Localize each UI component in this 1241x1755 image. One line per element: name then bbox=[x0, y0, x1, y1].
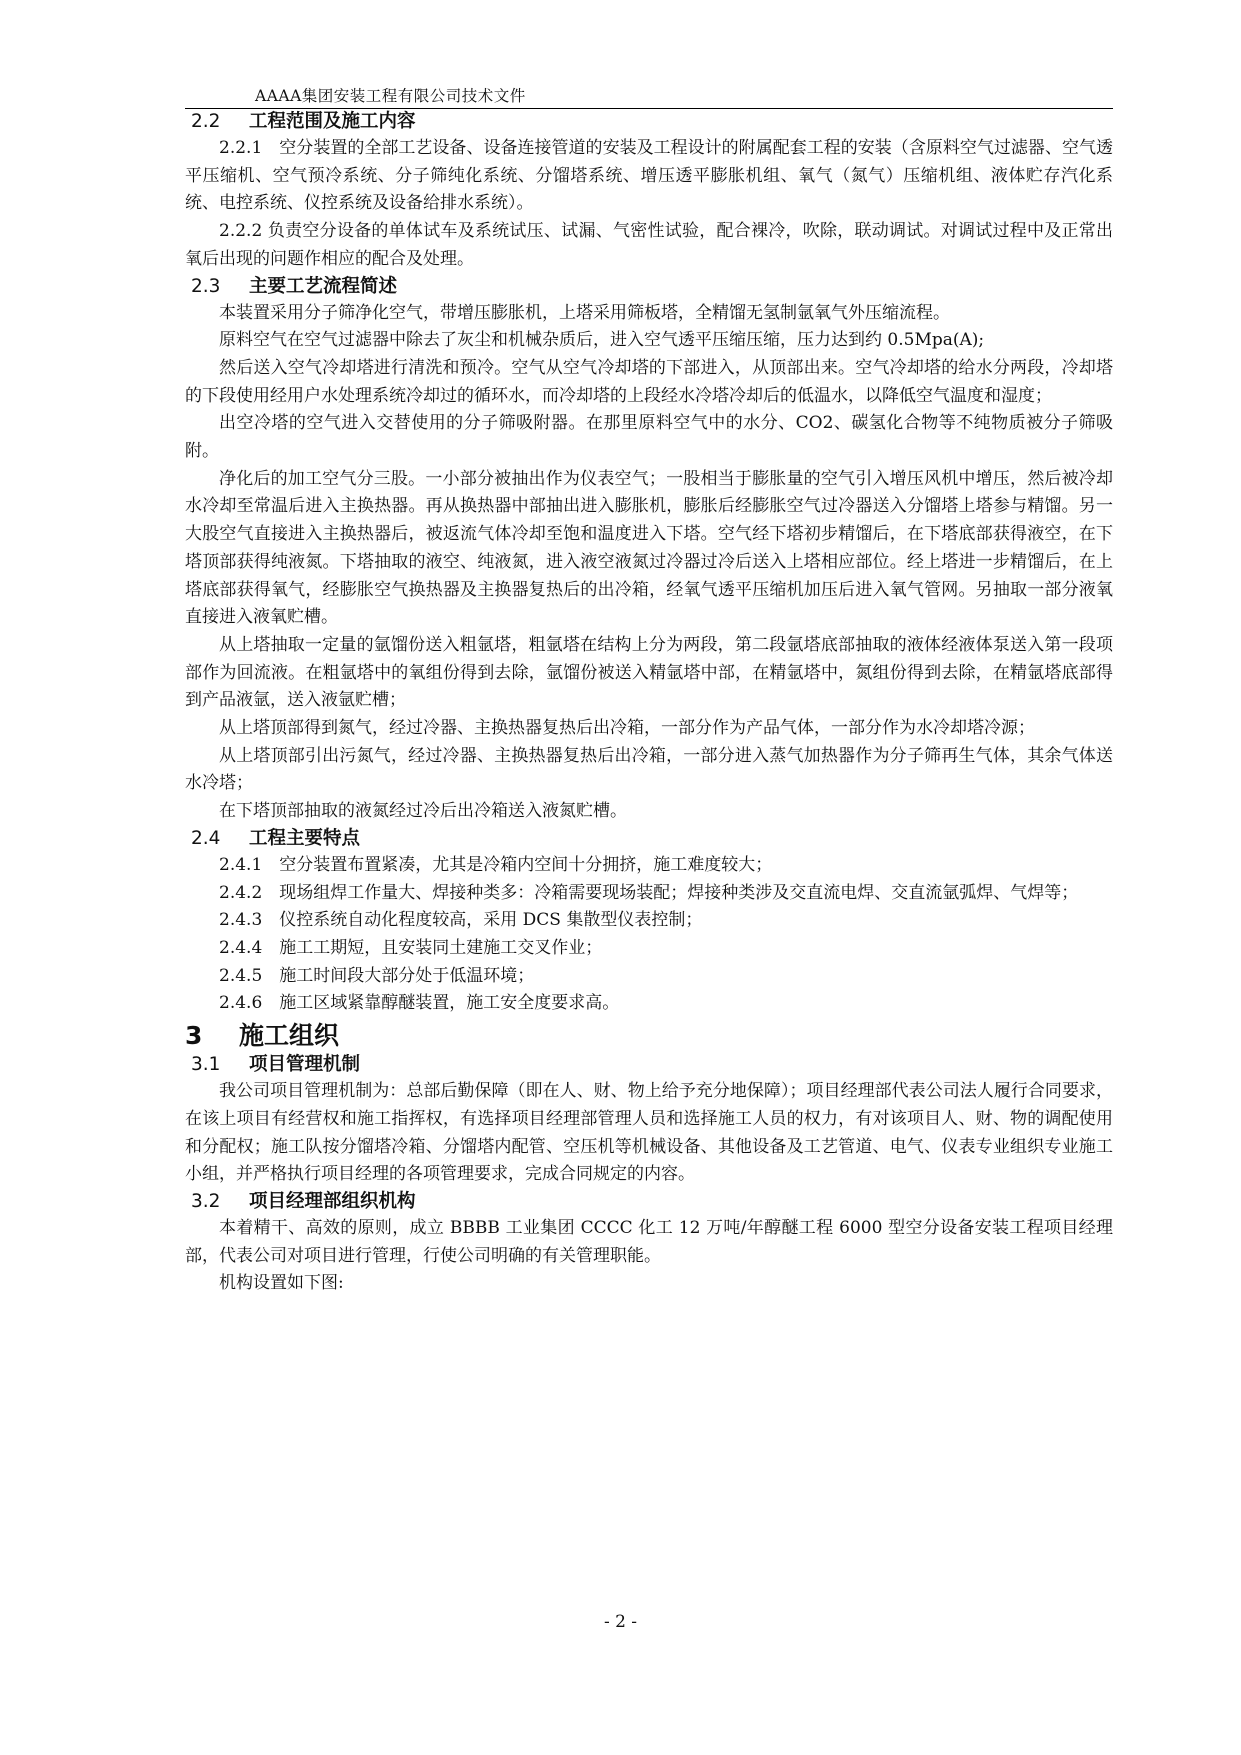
body-paragraph: 出空冷塔的空气进入交替使用的分子筛吸附器。在那里原料空气中的水分、CO2、碳氢化合物等不纯物质被分子筛吸附。 bbox=[185, 413, 1113, 462]
page-number: - 2 - bbox=[603, 1612, 638, 1632]
body-paragraph: 2.2.1 空分装置的全部工艺设备、设备连接管道的安装及工程设计的附属配套工程的安装（含原料空气过滤器、空气透平压缩机、空气预冷系统、分子筛纯化系统、分馏塔系统、增压透平膨胀机组、氧气（氮气）压缩机组、液体贮存汽化系统、电控系统、仪控系统及设备给排水系统）。 bbox=[185, 138, 1113, 214]
body-paragraph: 机构设置如下图: bbox=[219, 1273, 344, 1294]
body-paragraph: 从上塔顶部引出污氮气，经过冷器、主换热器复热后出冷箱，一部分进入蒸气加热器作为分子筛再生气体，其余气体送水冷塔； bbox=[185, 745, 1113, 794]
body-paragraph: 2.4.1 空分装置布置紧凑，尤其是冷箱内空间十分拥挤，施工难度较大； bbox=[219, 854, 773, 875]
running-header: AAAA集团安装工程有限公司技术文件 bbox=[255, 87, 526, 105]
section-heading bbox=[191, 274, 1113, 300]
document-body bbox=[185, 109, 1113, 1298]
heading-number: 3.2 bbox=[191, 1190, 221, 1212]
section-heading bbox=[191, 826, 1113, 852]
heading-number: 3 bbox=[185, 1021, 203, 1051]
body-paragraph: 本着精干、高效的原则，成立 BBBB 工业集团 CCCC 化工 12 万吨/年醇醚工程 6000 型空分设备安装工程项目经理部，代表公司对项目进行管理，行使公司明确的有关管理职能。 bbox=[185, 1217, 1113, 1266]
heading-title: 项目管理机制 bbox=[249, 1054, 361, 1076]
heading-title: 工程主要特点 bbox=[249, 827, 361, 849]
body-paragraph: 2.4.4 施工工期短，且安装同土建施工交叉作业； bbox=[219, 937, 603, 958]
heading-title: 施工组织 bbox=[239, 1021, 340, 1051]
body-paragraph: 2.4.6 施工区域紧靠醇醚装置，施工安全度要求高。 bbox=[219, 993, 620, 1014]
body-paragraph: 从上塔抽取一定量的氩馏份送入粗氩塔，粗氩塔在结构上分为两段，第二段氩塔底部抽取的液体经液体泵送入第一段项部作为回流液。在粗氩塔中的氧组份得到去除，氩馏份被送入精氩塔中部，在精氩塔中，氮组份得到去除，在精氩塔底部得到产品液氩，送入液氩贮槽； bbox=[185, 634, 1113, 711]
body-paragraph: 本装置采用分子筛净化空气，带增压膨胀机，上塔采用筛板塔，全精馏无氢制氩氧气外压缩流程。 bbox=[219, 302, 950, 323]
heading-title: 主要工艺流程简述 bbox=[249, 275, 398, 297]
body-paragraph: 从上塔顶部得到氮气，经过冷器、主换热器复热后出冷箱，一部分作为产品气体，一部分作为水冷却塔冷源； bbox=[219, 718, 1035, 739]
section-heading bbox=[191, 109, 1113, 135]
heading-title: 项目经理部组织机构 bbox=[249, 1190, 416, 1212]
body-paragraph: 2.4.5 施工时间段大部分处于低温环境； bbox=[219, 965, 535, 986]
body-paragraph: 我公司项目管理机制为：总部后勤保障（即在人、财、物上给予充分地保障）；项目经理部代表公司法人履行合同要求，在该上项目有经营权和施工指挥权，有选择项目经理部管理人员和选择施工人员的权力，有对该项目人、财、物的调配使用和分配权；施工队按分馏塔冷箱、分馏塔内配管、空压机等机械设备、其他设备及工艺管道、电气、仪表专业组织专业施工小组，并严格执行项目经理的各项管理要求，完成合同规定的内容。 bbox=[185, 1081, 1113, 1185]
heading-number: 2.3 bbox=[191, 275, 221, 297]
section-heading bbox=[191, 1189, 1113, 1215]
heading-title: 工程范围及施工内容 bbox=[249, 111, 416, 132]
heading-number: 2.2 bbox=[191, 111, 221, 132]
body-paragraph: 2.4.3 仪控系统自动化程度较高，采用 DCS 集散型仪表控制； bbox=[219, 910, 703, 931]
heading-number: 3.1 bbox=[191, 1054, 221, 1076]
body-paragraph: 2.2.2 负责空分设备的单体试车及系统试压、试漏、气密性试验，配合裸冷，吹除，联动调试。对调试过程中及正常出氧后出现的问题作相应的配合及处理。 bbox=[185, 221, 1113, 269]
body-paragraph: 在下塔顶部抽取的液氮经过冷后出冷箱送入液氮贮槽。 bbox=[219, 801, 627, 822]
chapter-heading bbox=[185, 1020, 1113, 1052]
body-paragraph: 原料空气在空气过滤器中除去了灰尘和机械杂质后，进入空气透平压缩压缩，压力达到约 0.5Mpa(A); bbox=[219, 330, 985, 351]
body-paragraph: 净化后的加工空气分三股。一小部分被抽出作为仪表空气；一股相当于膨胀量的空气引入增压风机中增压，然后被冷却水冷却至常温后进入主换热器。再从换热器中部抽出进入膨胀机，膨胀后经膨胀空气过冷器送入分馏塔上塔参与精馏。另一大股空气直接进入主换热器后，被返流气体冷却至饱和温度进入下塔。空气经下塔初步精馏后，在下塔底部获得液空，在下塔顶部获得纯液氮。下塔抽取的液空、纯液氮，进入液空液氮过冷器过冷后送入上塔相应部位。经上塔进一步精馏后，在上塔底部获得氧气，经膨胀空气换热器及主换器复热后的出冷箱，经氧气透平压缩机加压后进入氧气管网。另抽取一部分液氧直接进入液氧贮槽。 bbox=[185, 468, 1113, 628]
body-paragraph: 2.4.2 现场组焊工作量大、焊接种类多：冷箱需要现场装配；焊接种类涉及交直流电焊、交直流氩弧焊、气焊等； bbox=[219, 882, 1079, 903]
body-paragraph: 然后送入空气冷却塔进行清洗和预冷。空气从空气冷却塔的下部进入，从顶部出来。空气冷却塔的给水分两段，冷却塔的下段使用经用户水处理系统冷却过的循环水，而冷却塔的上段经水冷塔冷却后的低温水，以降低空气温度和湿度； bbox=[185, 357, 1113, 406]
heading-number: 2.4 bbox=[191, 827, 221, 849]
section-heading bbox=[191, 1052, 1113, 1078]
document-page bbox=[185, 85, 1113, 1298]
